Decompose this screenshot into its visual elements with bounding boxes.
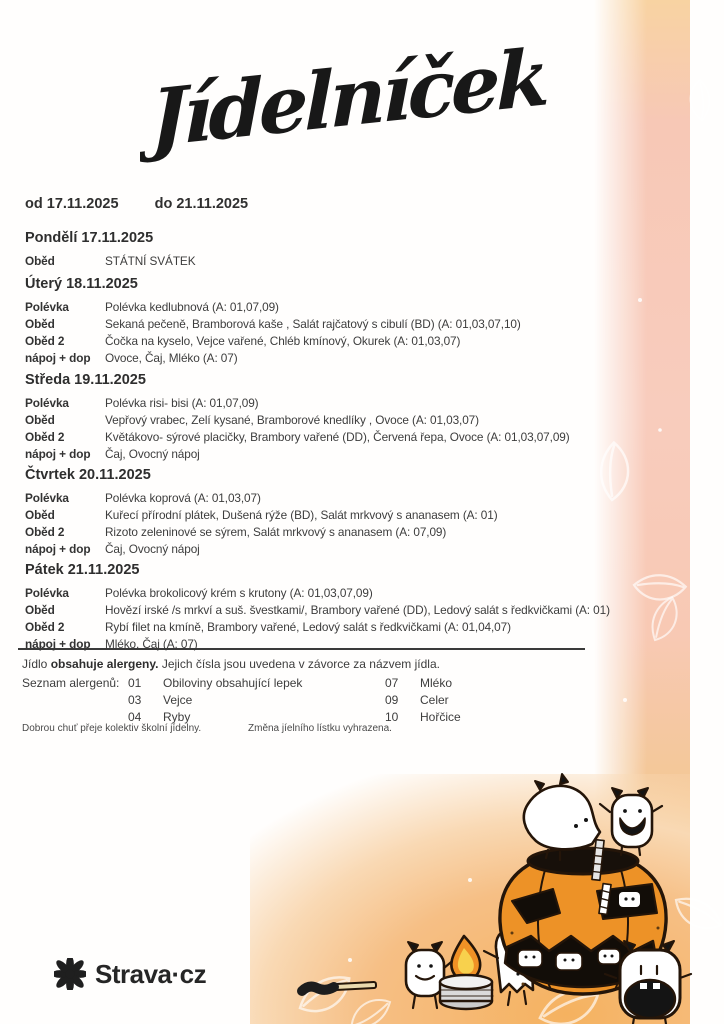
day-section (25, 276, 684, 367)
meal-text: Polévka kedlubnová (A: 01,07,09) (105, 300, 279, 314)
meal-label: nápoj + dop (25, 542, 91, 556)
meal-text: Ovoce, Čaj, Mléko (A: 07) (105, 351, 238, 365)
day-heading: Úterý 18.11.2025 (25, 276, 138, 292)
meal-label: Polévka (25, 300, 69, 314)
meal-row (25, 395, 684, 412)
meal-text: Rybí filet na kmíně, Brambory vařené, Ledový salát s ředkvičkami (A: 01,04,07) (105, 620, 511, 634)
day-heading: Pátek 21.11.2025 (25, 562, 140, 578)
menu-script-title (140, 12, 580, 192)
meal-row (25, 429, 684, 446)
allergen-code: 07 (385, 676, 399, 690)
meal-label: Oběd (25, 603, 55, 617)
meal-text: Polévka risi- bisi (A: 01,07,09) (105, 396, 259, 410)
meal-text: Čaj, Ovocný nápoj (105, 542, 200, 556)
date-from-label: od (25, 196, 43, 212)
meal-label: Polévka (25, 586, 69, 600)
meal-text: Čaj, Ovocný nápoj (105, 447, 200, 461)
meal-row (25, 253, 684, 270)
footer-wish: Dobrou chuť přeje kolektiv školní jídelny. (22, 723, 202, 734)
page-title: Jídelníček (150, 32, 547, 166)
meal-label: Oběd (25, 317, 55, 331)
meal-text: Mléko, Čaj (A: 07) (105, 637, 198, 651)
day-section (25, 562, 684, 653)
meal-row (25, 585, 684, 602)
allergen-code: 09 (385, 693, 399, 707)
meal-row (25, 524, 684, 541)
meal-row (25, 316, 684, 333)
meal-row (25, 350, 684, 367)
divider-line (18, 648, 585, 650)
meal-text: Čočka na kyselo, Vejce vařené, Chléb kmínový, Okurek (A: 01,03,07) (105, 334, 461, 348)
allergen-note-rest: Jejich čísla jsou uvedena v závorce za názvem jídla. (158, 657, 440, 671)
allergen-note-lead: Jídlo (22, 657, 51, 671)
brand-name: Strava·cz (95, 958, 207, 989)
meal-label: Polévka (25, 491, 69, 505)
meal-text: Vepřový vrabec, Zelí kysané, Bramborové knedlíky , Ovoce (A: 01,03,07) (105, 413, 479, 427)
day-section (25, 230, 684, 270)
date-to-value: 21.11.2025 (176, 196, 249, 212)
meal-text: Rizoto zeleninové se sýrem, Salát mrkvový s ananasem (A: 07,09) (105, 525, 447, 539)
meal-text: Sekaná pečeně, Bramborová kaše , Salát rajčatový s cibulí (BD) (A: 01,03,07,10) (105, 317, 521, 331)
meal-label: Oběd 2 (25, 430, 65, 444)
date-from-value: 17.11.2025 (46, 196, 119, 212)
allergen-code: 10 (385, 710, 399, 724)
allergen-code: 04 (128, 710, 142, 724)
meal-text: STÁTNÍ SVÁTEK (105, 254, 196, 268)
day-section (25, 467, 684, 558)
allergen-name: Hořčice (420, 710, 461, 724)
allergen-name: Obiloviny obsahující lepek (163, 676, 303, 690)
meal-text: Hovězí irské /s mrkví a suš. švestkami/, Brambory vařené (DD), Ledový salát s ředkvičkami (A: 01) (105, 603, 610, 617)
day-heading: Středa 19.11.2025 (25, 372, 146, 388)
meal-label: Oběd (25, 413, 55, 427)
meal-row (25, 490, 684, 507)
meal-label: Oběd (25, 254, 55, 268)
meal-text: Květákovo- sýrové placičky, Brambory vařené (DD), Červená řepa, Ovoce (A: 01,03,07,09) (105, 430, 570, 444)
meal-label: nápoj + dop (25, 637, 91, 651)
meal-row (25, 636, 684, 653)
allergen-name: Mléko (420, 676, 453, 690)
day-heading: Pondělí 17.11.2025 (25, 230, 154, 246)
footer-change-note: Změna jíelního lístku vyhrazena. (248, 723, 392, 734)
allergen-name: Ryby (163, 710, 191, 724)
meal-row (25, 446, 684, 463)
strava-logo (54, 958, 206, 990)
meal-label: Oběd 2 (25, 525, 65, 539)
meal-text: Polévka brokolicový krém s krutony (A: 01,03,07,09) (105, 586, 373, 600)
meal-row (25, 602, 684, 619)
meal-text: Polévka koprová (A: 01,03,07) (105, 491, 261, 505)
allergen-code: 01 (128, 676, 142, 690)
meal-row (25, 541, 684, 558)
meal-row (25, 507, 684, 524)
date-range (25, 196, 248, 212)
meal-text: Kuřecí přírodní plátek, Dušená rýže (BD), Salát mrkvový s ananasem (A: 01) (105, 508, 498, 522)
meal-label: Oběd 2 (25, 620, 65, 634)
allergen-name: Vejce (163, 693, 193, 707)
meal-row (25, 619, 684, 636)
day-section (25, 372, 684, 463)
day-heading: Čtvrtek 20.11.2025 (25, 467, 151, 483)
allergen-code: 03 (128, 693, 142, 707)
allergen-note (22, 657, 440, 671)
allergen-name: Celer (420, 693, 449, 707)
meal-label: nápoj + dop (25, 447, 91, 461)
date-to-label: do (154, 196, 173, 212)
meal-row (25, 299, 684, 316)
allergen-list (22, 675, 582, 727)
meal-row (25, 333, 684, 350)
flower-asterisk-icon (54, 958, 86, 990)
meal-label: Polévka (25, 396, 69, 410)
allergen-list-label: Seznam alergenů: (22, 676, 120, 690)
meal-label: nápoj + dop (25, 351, 91, 365)
meal-label: Oběd 2 (25, 334, 65, 348)
meal-row (25, 412, 684, 429)
meal-label: Oběd (25, 508, 55, 522)
allergen-note-bold: obsahuje alergeny. (50, 657, 159, 671)
